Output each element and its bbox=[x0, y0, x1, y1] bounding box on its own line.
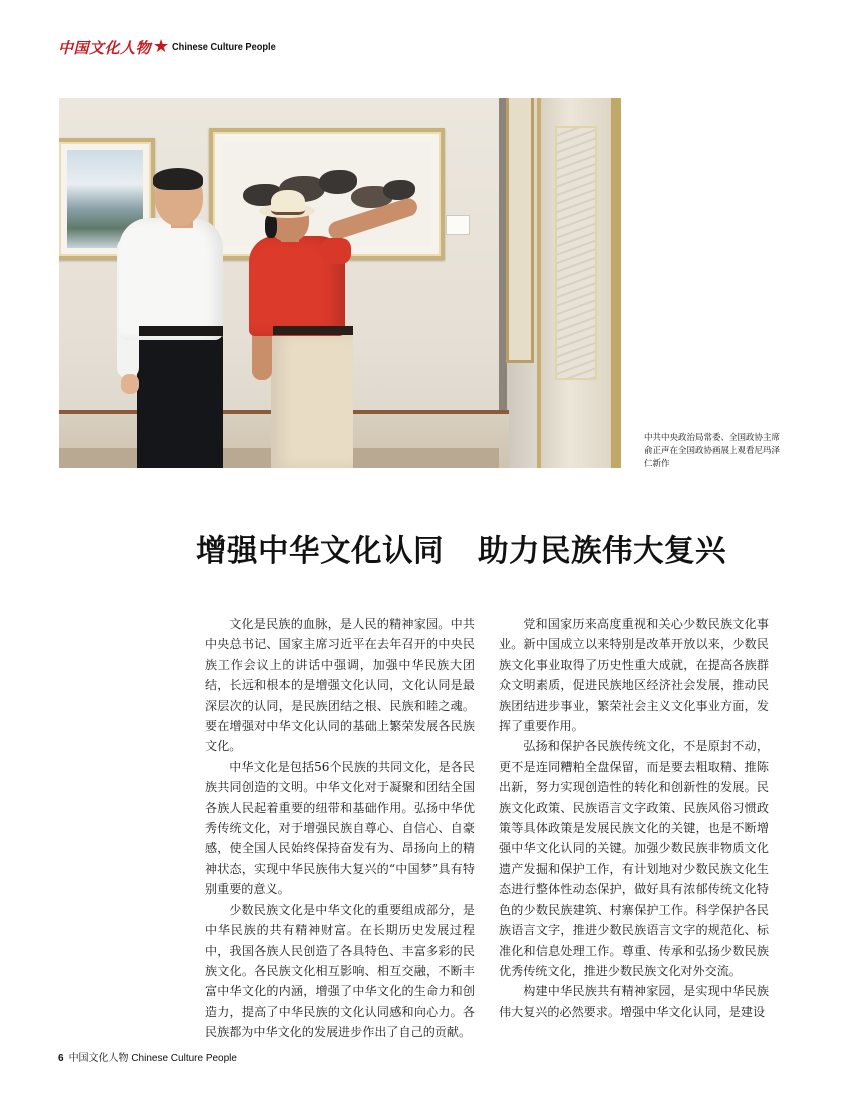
paragraph: 党和国家历来高度重视和关心少数民族文化事业。新中国成立以来特别是改革开放以来，少数民族文化事业取得了历史性重大成就，在提高各族群众文明素质，促进民族地区经济社会发展，推动民族团结进步事业，繁荣社会主义文化事业方面，发挥了重要作用。 bbox=[499, 617, 769, 734]
paragraph: 构建中华民族共有精神家园，是实现中华民族伟大复兴的必然要求。增强中华文化认同，是建设 bbox=[499, 984, 769, 1019]
person-red-shirt bbox=[271, 334, 353, 468]
page-number: 6 bbox=[58, 1053, 64, 1064]
headline-part-1: 增强中华文化认同 bbox=[196, 533, 444, 569]
paragraph: 文化是民族的血脉，是人民的精神家园。中共中央总书记、国家主席习近平在去年召开的中央民族工作会议上的讲话中强调，加强中华民族大团结，长远和根本的是增强文化认同，文化认同是最深层次的认同，是民族团结之根、民族和睦之魂。要在增强对中华文化认同的基础上繁荣发展各民族文化。 bbox=[205, 617, 475, 754]
article-photo bbox=[59, 98, 621, 468]
star-icon: ★ bbox=[153, 36, 170, 57]
body-column-left bbox=[205, 614, 475, 1043]
person-white-shirt bbox=[137, 334, 223, 468]
masthead bbox=[58, 36, 290, 58]
side-painting-3 bbox=[611, 98, 621, 468]
article-headline bbox=[196, 526, 776, 570]
photo-caption: 中共中央政治局常委、全国政协主席俞正声在全国政协画展上观看尼玛泽仁新作 bbox=[644, 433, 781, 469]
headline-part-2: 助力民族伟大复兴 bbox=[478, 533, 726, 569]
body-column-right bbox=[499, 614, 769, 1022]
paragraph: 中华文化是包括56个民族的共同文化，是各民族共同创造的文明。中华文化对于凝聚和团结全国各族人民起着重要的纽带和基础作用。弘扬中华优秀传统文化，对于增强民族自尊心、自信心、自豪感，使全国人民始终保持奋发有为、昂扬向上的精神状态，实现中华民族伟大复兴的“中国梦”具有特别重要的意义。 bbox=[205, 759, 475, 897]
side-painting-1 bbox=[506, 98, 534, 363]
page-footer bbox=[58, 1049, 237, 1064]
magazine-title-en: Chinese Culture People bbox=[172, 41, 276, 53]
side-painting-2 bbox=[537, 98, 617, 468]
paragraph: 少数民族文化是中华文化的重要组成部分，是中华民族的共有精神财富。在长期历史发展过程中，我国各族人民创造了各具特色、丰富多彩的民族文化。各民族文化相互影响、相互交融，不断丰富中华文化的内涵，增强了中华文化的生命力和创造力，提高了中华民族的文化认同感和向心力。各民族都为中华文化的发展进步作出了自己的贡献。 bbox=[205, 902, 475, 1040]
footer-magazine-name: 中国文化人物 Chinese Culture People bbox=[68, 1053, 237, 1064]
paragraph: 弘扬和保护各民族传统文化，不是原封不动，更不是连同糟粕全盘保留，而是要去粗取精、推陈出新，努力实现创造性的转化和创新性的发展。民族文化政策、民族语言文字政策、民族风俗习惯政策等具体政策是发展民族文化的关键，也是不断增强中华文化认同的关键。加强少数民族非物质文化遗产发掘和保护工作，有计划地对少数民族文化生态进行整体性动态保护，做好具有浓郁传统文化特色的少数民族建筑、村寨保护工作。科学保护各民族语言文字，推进少数民族语言文字的规范化、标准化和信息处理工作。尊重、传承和弘扬少数民族优秀传统文化，推进少数民族文化对外交流。 bbox=[499, 739, 769, 978]
magazine-title-cn: 中国文化人物 bbox=[58, 38, 152, 57]
exhibit-label-card bbox=[446, 215, 470, 235]
